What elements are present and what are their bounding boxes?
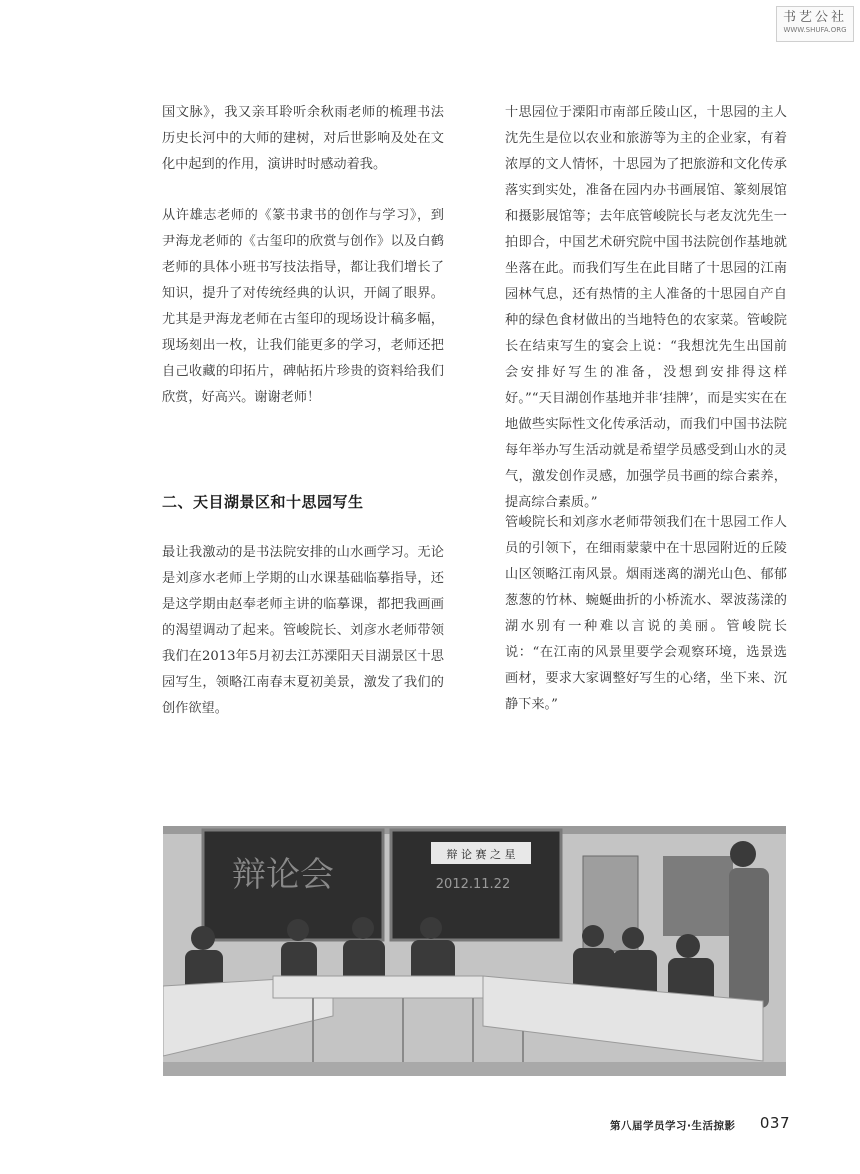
blackboard-text: 辩论会 — [232, 855, 334, 895]
paragraph-text: 最让我激动的是书法院安排的山水画学习。无论是刘彦水老师上学期的山水课基础临摹指导，还是这学期由赵奉老师主讲的临摹课，都把我画画的渴望调动了起来。管峻院长、刘彦水老师带领我们在2013年5月初去江苏溧阳天目湖景区十思园写生，领略江南春末夏初美景，激发了我们的创作欲望。 — [162, 545, 444, 716]
paragraph-text: 国文脉》，我又亲耳聆听余秋雨老师的梳理书法历史长河中的大师的建树，对后世影响及处在文化中起到的作用，演讲时时感动着我。 — [162, 105, 444, 172]
right-paragraph-2 — [505, 510, 787, 718]
left-section-paragraph — [162, 540, 444, 722]
paragraph-text: 从许雄志老师的《篆书隶书的创作与学习》，到尹海龙老师的《古玺印的欣赏与创作》以及白鹤老师的具体小班书写技法指导，都让我们增长了知识，提升了对传统经典的认识，开阔了眼界。尤其是尹海龙老师在古玺印的现场设计稿多幅，现场刻出一枚，让我们能更多的学习，老师还把自己收藏的印拓片，碑帖拓片珍贵的资料给我们欣赏，好高兴。谢谢老师！ — [162, 208, 444, 405]
page-footer — [600, 1114, 790, 1134]
page-number: 037 — [759, 1114, 790, 1132]
paragraph-text: 管峻院长和刘彦水老师带领我们在十思园工作人员的引领下，在细雨蒙蒙中在十思园附近的丘陵山区领略江南风景。烟雨迷离的湖光山色、郁郁葱葱的竹林、蜿蜒曲折的小桥流水、翠波荡漾的湖水别有一种难以言说的美丽。管峻院长说：“在江南的风景里要学会观察环境，选景选画材，要求大家调整好写生的心绪，坐下来、沉静下来。” — [505, 515, 787, 712]
sign-text: 辩 论 赛 之 星 — [446, 848, 516, 861]
footer-section-title: 第八届学员学习·生活掠影 — [610, 1120, 736, 1132]
left-paragraph-2 — [162, 203, 444, 411]
watermark-logo — [776, 6, 854, 42]
watermark-text: 书艺公社 — [782, 10, 847, 25]
left-paragraph-1 — [162, 100, 444, 178]
paragraph-text: 十思园位于溧阳市南部丘陵山区，十思园的主人沈先生是位以农业和旅游等为主的企业家，有着浓厚的文人情怀，十思园为了把旅游和文化传承落实到实处，准备在园内办书画展馆、篆刻展馆和摄影展馆等；去年底管峻院长与老友沈先生一拍即合，中国艺术研究院中国书法院创作基地就坐落在此。而我们写生在此目睹了十思园的江南园林气息，还有热情的主人准备的十思园自产自种的绿色食材做出的当地特色的农家菜。管峻院长在结束写生的宴会上说：“我想沈先生出国前会安排好写生的准备，没想到安排得这样好。”“天目湖创作基地并非‘挂牌’，而是实实在在地做些实际性文化传承活动，而我们中国书法院每年举办写生活动就是希望学员感受到山水的灵气，激发创作灵感，加强学员书画的综合素养，提高综合素质。” — [505, 105, 787, 510]
watermark-url: WWW.SHUFA.ORG — [783, 26, 847, 34]
blackboard-date: 2012.11.22 — [435, 877, 511, 892]
classroom-photo — [163, 826, 786, 1076]
right-paragraph-1 — [505, 100, 787, 516]
section-heading: 二、天目湖景区和十思园写生 — [162, 493, 364, 511]
